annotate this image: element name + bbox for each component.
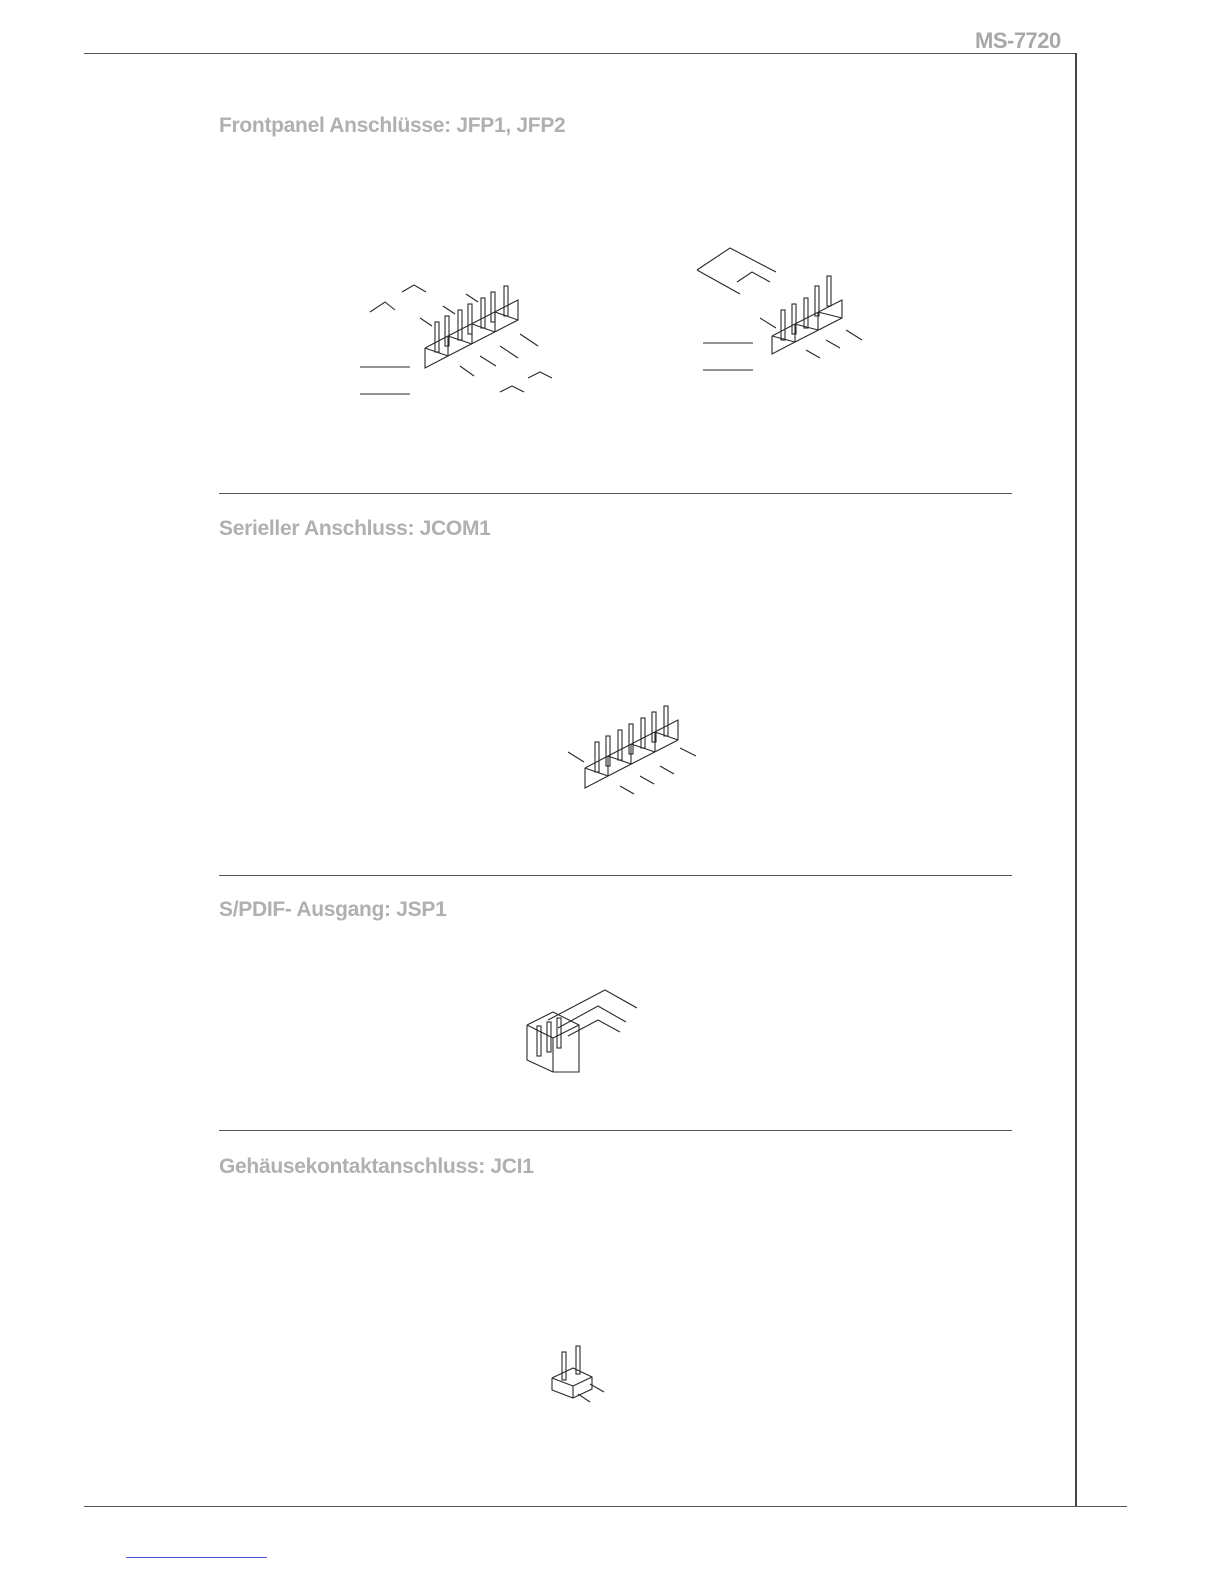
section-heading-spdif: S/PDIF- Ausgang: JSP1 [219,898,447,921]
jsp1-connector-diagram [527,990,637,1072]
page-model-number: MS-7720 [975,28,1061,53]
jfp2-connector-diagram [697,248,862,370]
section-heading-chassis-intrusion: Gehäusekontaktanschluss: JCI1 [219,1155,534,1178]
section-heading-serial: Serieller Anschluss: JCOM1 [219,517,491,540]
jfp1-connector-diagram [360,285,552,394]
section-heading-front-panel: Frontpanel Anschlüsse: JFP1, JFP2 [219,114,566,137]
jcom1-connector-diagram [568,706,696,794]
jci1-connector-diagram [552,1346,604,1402]
